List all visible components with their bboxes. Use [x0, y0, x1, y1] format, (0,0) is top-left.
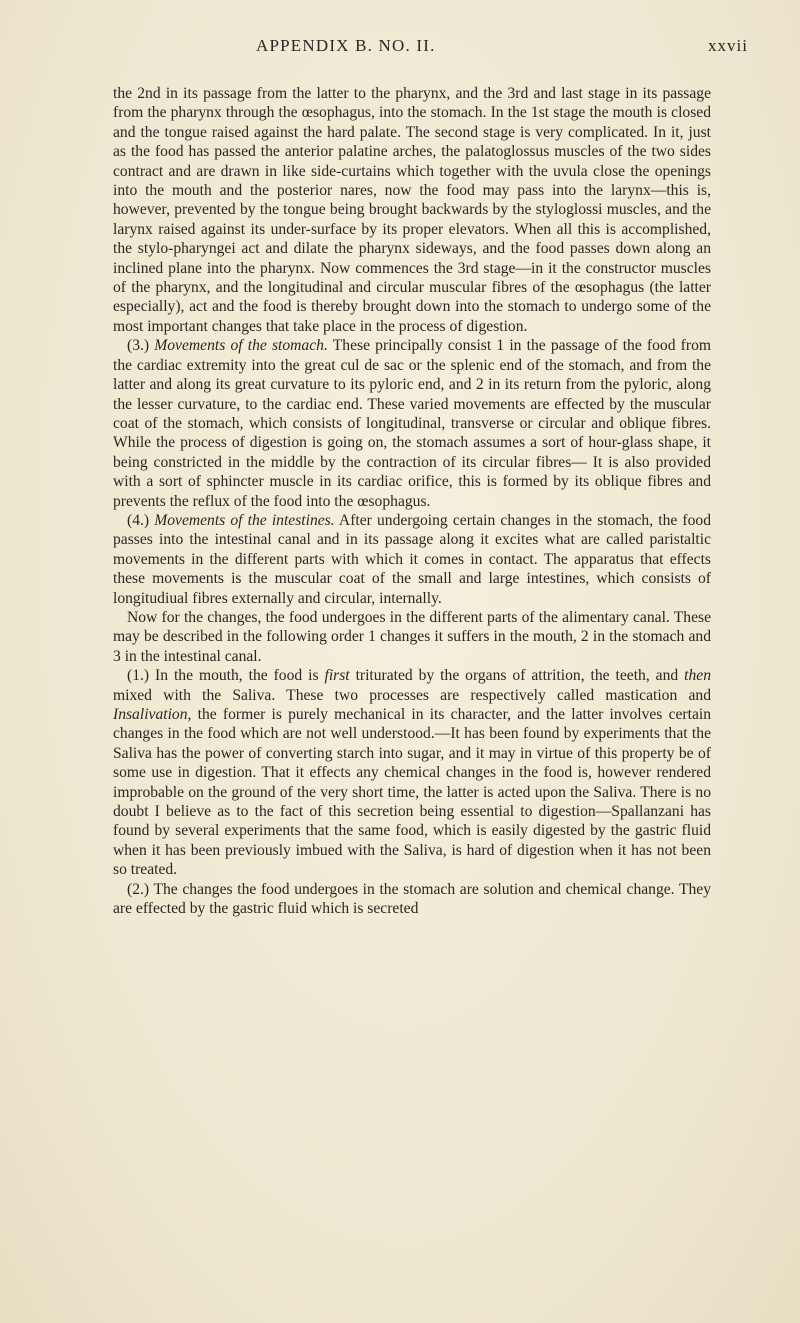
text-run: the former is purely mechanical in its character, and the latter involves certain changes in the food which are not well understood.—It has been found by experiments that the Saliva has the power of converting starch into sugar, and it may in virtue of this property be of some use in digestion. That it effects any chemical changes in the food is, however rendered improbable on the ground of the very short time, the latter is acted upon the Saliva. There is no doubt I believe as to the fact of this secretion being essential to digestion—Spallanzani has found by several experiments that the same food, which is easily digested by the gastric fluid when it has been previously imbued with the Saliva, is hard of digestion when it has not been so treated.: [113, 706, 711, 879]
section-text: These principally consist 1 in the passage of the food from the cardiac extremity into the great cul de sac or the splenic end of the stomach, and from the latter and along its great curvature to its pyloric end, and 2 in its return from the pyloric, along the lesser curvature, to the cardiac end. These varied movements are effected by the muscular coat of the stomach, which consists of longitudinal, transverse or circular and oblique fibres. While the process of digestion is going on, the stomach assumes a sort of hour-glass shape, it being constricted in the middle by the contraction of its circular fibres— It is also provided with a sort of sphincter muscle in its cardiac orifice, this is formed by its oblique fibres and prevents the reflux of the food into the œsophagus.: [113, 337, 711, 510]
paragraph-stomach-movements: [113, 336, 711, 511]
body-text: [113, 84, 711, 918]
paragraph-changes-overview: Now for the changes, the food undergoes in the different parts of the alimentary canal. These may be described in the following order 1 changes it suffers in the mouth, 2 in the stomach and 3 in the intestinal canal.: [113, 608, 711, 665]
paragraph-mouth-changes: [113, 666, 711, 879]
section-text: After undergoing certain changes in the stomach, the food passes into the intestinal canal and in its passage along it excites what are called paristaltic movements in the different parts with which it comes in contact. The apparatus that effects these movements is the muscular coat of the small and large intestines, which consists of longitudiual fibres externally and circular, internally.: [113, 511, 712, 607]
paragraph-stomach-changes: (2.) The changes the food undergoes in the stomach are solution and chemical change. They are effected by the gastric fluid which is secreted: [113, 880, 711, 918]
emphasis: Insalivation,: [113, 706, 192, 723]
emphasis: then: [684, 667, 711, 685]
section-title: Movements of the stomach.: [154, 337, 328, 355]
paragraph-swallowing-stages: the 2nd in its passage from the latter to the pharynx, and the 3rd and last stage in its passage from the pharynx through the œsophagus, into the stomach. In the 1st stage the mouth is closed and the tongue raised against the hard palate. The second stage is very complicated. In it, just as the food has passed the anterior palatine arches, the palatoglossus muscles of the two sides contract and are drawn in like side-curtains which together with the uvula close the openings into the mouth and the posterior nares, now the food may pass into the larynx—this is, however, prevented by the tongue being brought backwards by the styloglossi muscles, and the larynx raised against its under-surface by its proper elevators. When all this is accomplished, the stylo-pharyngei act and dilate the pharynx sideways, and the food passes down along an inclined plane into the pharynx. Now commences the 3rd stage—in it the constructor muscles of the pharynx, and the longitudinal and circular muscular fibres of the œsophagus (the latter especially), act and the food is thereby brought down into the stomach to undergo some of the most important changes that take place in the process of digestion.: [113, 85, 711, 335]
text-run: (1.) In the mouth, the food is: [127, 667, 325, 685]
text-run: mixed with the Saliva. These two processes are respectively called mastication and: [113, 686, 711, 704]
emphasis: first: [324, 667, 350, 685]
running-head-title: APPENDIX B. NO. II.: [256, 36, 436, 55]
text-run: triturated by the organs of attrition, the teeth, and: [349, 667, 685, 685]
running-head: [0, 36, 800, 58]
section-title: Movements of the intestines.: [154, 511, 335, 529]
page-number: xxvii: [708, 36, 748, 55]
section-number: (4.): [127, 511, 155, 529]
paragraph-intestine-movements: [113, 511, 711, 608]
section-number: (3.): [127, 337, 155, 355]
